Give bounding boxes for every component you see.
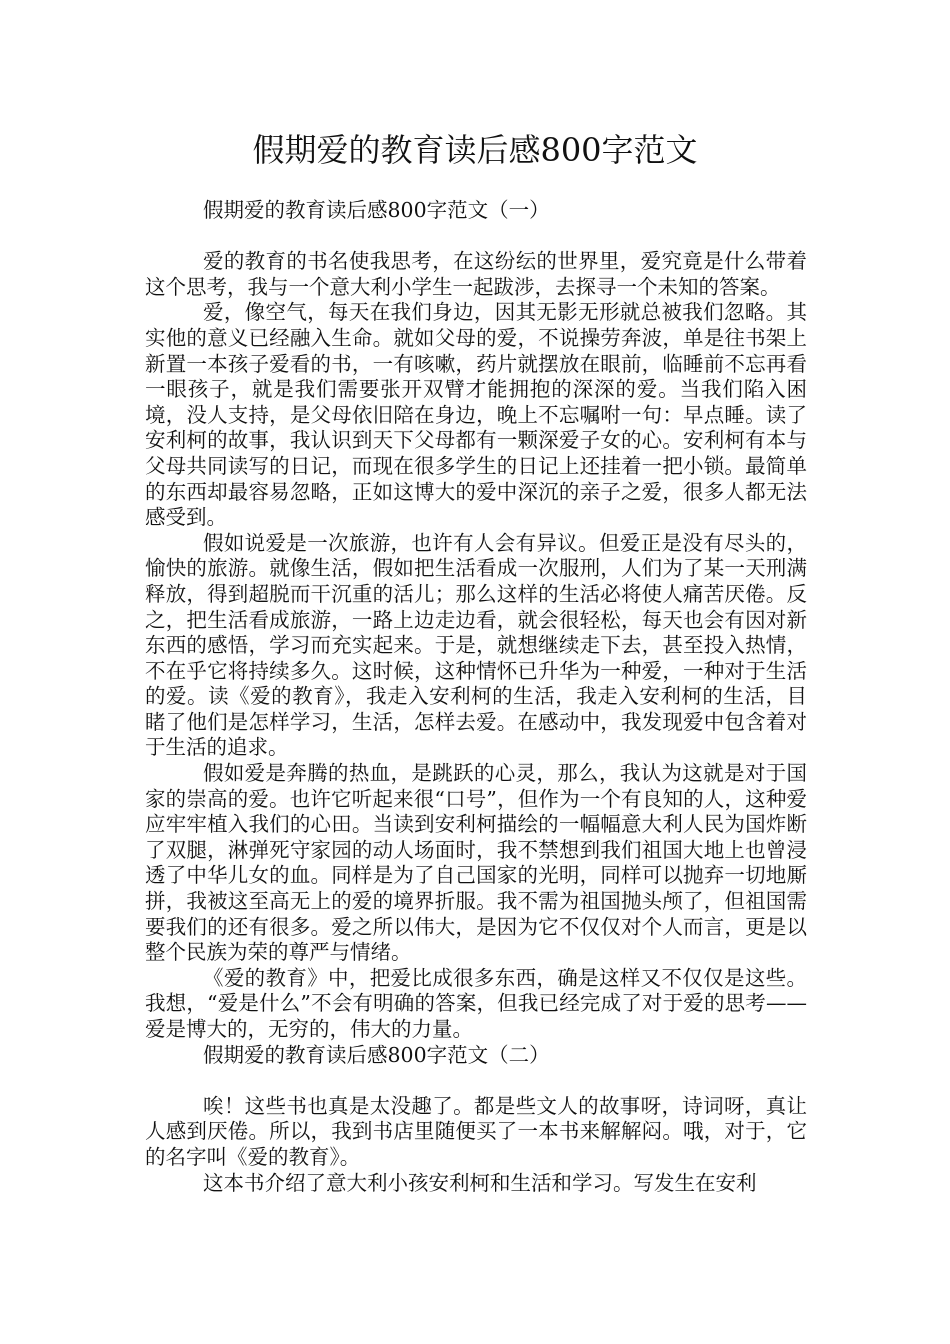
paragraph: 假如爱是奔腾的热血，是跳跃的心灵，那么，我认为这就是对于国家的崇高的爱。也许它听起来很“口号”，但作为一个有良知的人，这种爱应牢牢植入我们的心田。当读到安利柯描绘的一幅幅意大利人民为国炸断了双腿，淋弹死守家园的动人场面时，我不禁想到我们祖国大地上也曾浸透了中华儿女的血。同样是为了自己国家的光明，同样可以抛弃一切地厮拼，我被这至高无上的爱的境界折服。我不需为祖国抛头颅了，但祖国需要我们的还有很多。爱之所以伟大，是因为它不仅仅对个人而言，更是以整个民族为荣的尊严与情绪。 [145, 761, 807, 965]
document-title: 假期爱的教育读后感800字范文 [252, 131, 698, 169]
paragraph: 爱，像空气，每天在我们身边，因其无影无形就总被我们忽略。其实他的意义已经融入生命。就如父母的爱，不说操劳奔波，单是往书架上新置一本孩子爱看的书，一有咳嗽，药片就摆放在眼前，临睡前不忘再看一眼孩子，就是我们需要张开双臂才能拥抱的深深的爱。当我们陷入困境，没人支持，是父母依旧陪在身边，晚上不忘嘱咐一句：早点睡。读了安利柯的故事，我认识到天下父母都有一颗深爱子女的心。安利柯有本与父母共同读写的日记，而现在很多学生的日记上还挂着一把小锁。最简单的东西却最容易忽略，正如这博大的爱中深沉的亲子之爱，很多人都无法感受到。 [145, 300, 807, 530]
paragraph: 假如说爱是一次旅游，也许有人会有异议。但爱正是没有尽头的，愉快的旅游。就像生活，假如把生活看成一次服刑，人们为了某一天刑满释放，得到超脱而干沉重的活儿；那么这样的生活必将使人痛苦厌倦。反之，把生活看成旅游，一路上边走边看，就会很轻松，每天也会有因对新东西的感悟，学习而充实起来。于是，就想继续走下去，甚至投入热情，不在乎它将持续多久。这时候，这种情怀已升华为一种爱，一种对于生活的爱。读《爱的教育》，我走入安利柯的生活，我走入安利柯的生活，目睹了他们是怎样学习，生活，怎样去爱。在感动中，我发现爱中包含着对于生活的追求。 [145, 530, 807, 760]
document-body [145, 198, 807, 1196]
paragraph: 爱的教育的书名使我思考，在这纷纭的世界里，爱究竟是什么带着这个思考，我与一个意大利小学生一起跋涉，去探寻一个未知的答案。 [145, 249, 807, 299]
paragraph: 这本书介绍了意大利小孩安利柯和生活和学习。写发生在安利 [203, 1170, 757, 1195]
section-heading-2: 假期爱的教育读后感800字范文（二） [203, 1042, 550, 1067]
section-heading-1: 假期爱的教育读后感800字范文（一） [203, 198, 550, 222]
paragraph: 唉！这些书也真是太没趣了。都是些文人的故事呀，诗词呀，真让人感到厌倦。所以，我到书店里随便买了一本书来解解闷。哦，对于，它的名字叫《爱的教育》。 [145, 1093, 807, 1169]
paragraph: 《爱的教育》中，把爱比成很多东西，确是这样又不仅仅是这些。我想，“爱是什么”不会有明确的答案，但我已经完成了对于爱的思考——爱是博大的，无穷的，伟大的力量。 [145, 965, 807, 1041]
